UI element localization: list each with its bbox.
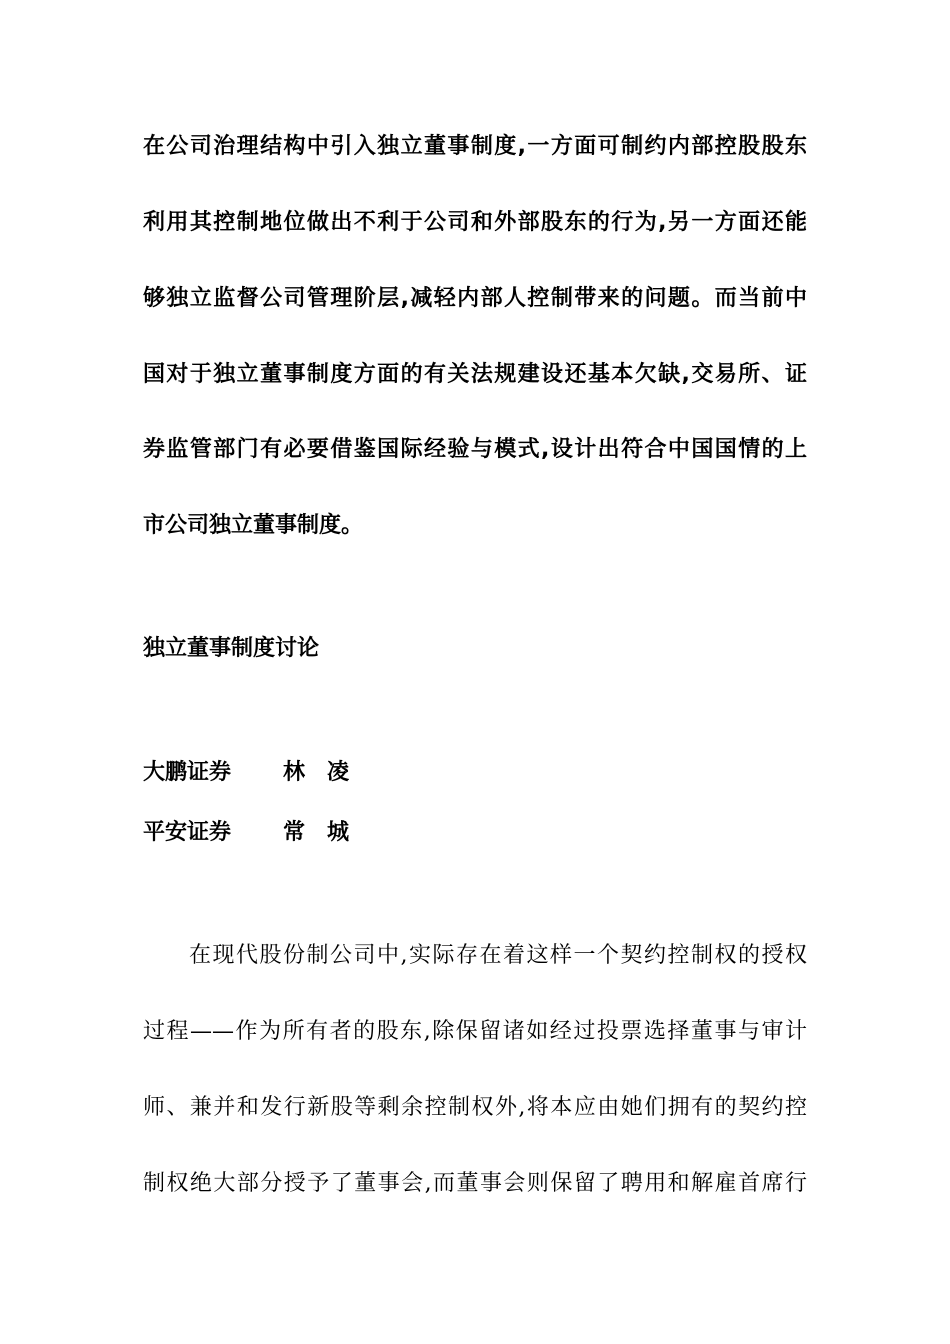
intro-line: 够独立监督公司管理阶层,减轻内部人控制带来的问题。而当前中 bbox=[143, 286, 807, 311]
author-name: 常城 bbox=[283, 820, 372, 845]
body-line: 师、兼并和发行新股等剩余控制权外,将本应由她们拥有的契约控 bbox=[143, 1095, 807, 1120]
intro-line: 市公司独立董事制度。 bbox=[143, 513, 364, 538]
intro-line: 利用其控制地位做出不利于公司和外部股东的行为,另一方面还能 bbox=[143, 210, 807, 235]
author-entry bbox=[143, 818, 371, 848]
intro-line: 在公司治理结构中引入独立董事制度,一方面可制约内部控股股东 bbox=[143, 134, 807, 159]
body-line: 过程——作为所有者的股东,除保留诸如经过投票选择董事与审计 bbox=[143, 1019, 807, 1044]
author-org: 平安证券 bbox=[143, 820, 232, 845]
author-org: 大鹏证券 bbox=[143, 760, 232, 785]
intro-line: 券监管部门有必要借鉴国际经验与模式,设计出符合中国国情的上 bbox=[143, 437, 807, 462]
body-line: 在现代股份制公司中,实际存在着这样一个契约控制权的授权 bbox=[189, 943, 807, 968]
intro-line: 国对于独立董事制度方面的有关法规建设还基本欠缺,交易所、证 bbox=[143, 362, 807, 387]
body-line: 制权绝大部分授予了董事会,而董事会则保留了聘用和解雇首席行 bbox=[143, 1171, 807, 1196]
author-name: 林凌 bbox=[283, 760, 372, 785]
author-entry bbox=[143, 758, 371, 788]
section-title: 独立董事制度讨论 bbox=[143, 636, 320, 661]
